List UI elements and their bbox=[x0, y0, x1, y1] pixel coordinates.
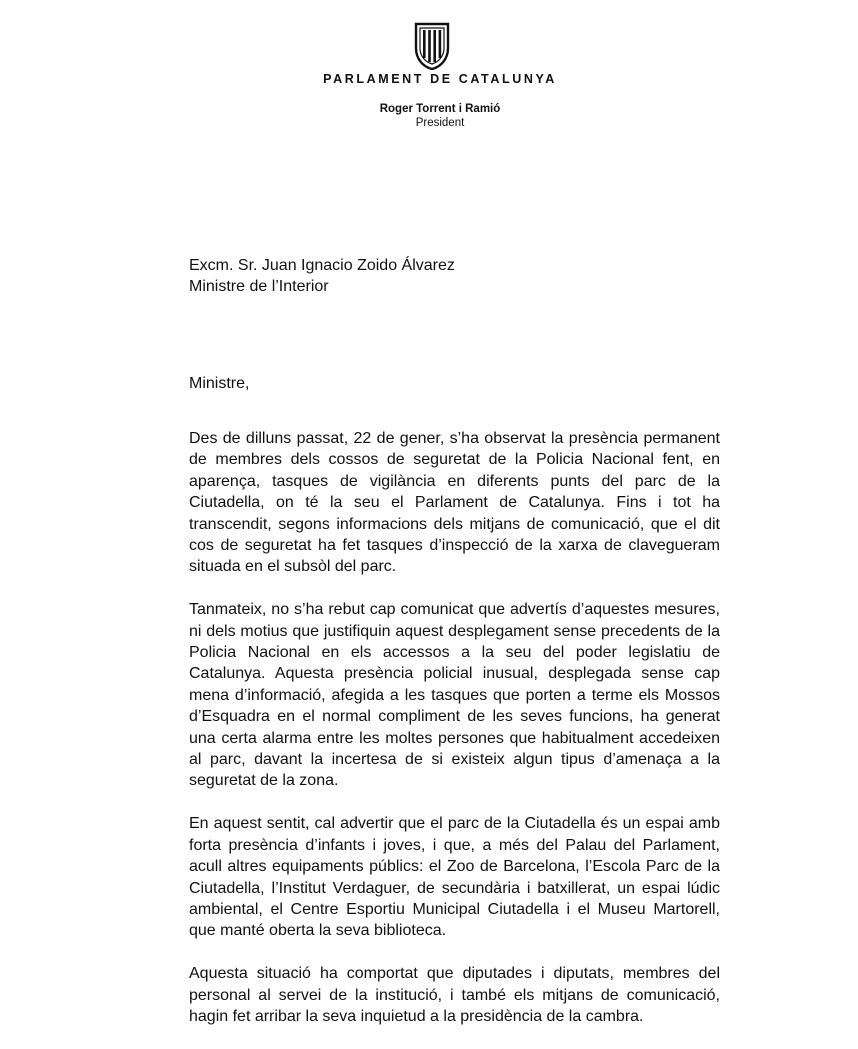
organization-name: PARLAMENT DE CATALUNYA bbox=[323, 72, 557, 86]
sender-role: President bbox=[415, 117, 465, 129]
catalan-parliament-emblem-icon bbox=[413, 22, 451, 70]
sender-name: Roger Torrent i Ramió bbox=[379, 103, 501, 115]
recipient-block bbox=[189, 255, 455, 297]
letter-body bbox=[189, 428, 720, 1049]
recipient-title: Ministre de l’Interior bbox=[189, 278, 329, 295]
salutation: Ministre, bbox=[189, 375, 250, 392]
body-paragraph-3: En aquest sentit, cal advertir que el parc de la Ciutadella és un espai amb forta presència d’infants i joves, i que, a més del Palau del Parlament, acull altres equipaments públics: el Zoo de Barcelona, l’Escola Parc de la Ciutadella, l’Institut Verdaguer, de secundària i batxillerat, un espai lúdic ambiental, el Centre Esportiu Municipal Ciutadella i el Museu Martorell, que manté oberta la seva biblioteca. bbox=[189, 815, 720, 940]
body-paragraph-4: Aquesta situació ha comportat que diputades i diputats, membres del personal al servei de la institució, i també els mitjans de comunicació, hagin fet arribar la seva inquietud a la presidència de la cambra. bbox=[189, 965, 720, 1025]
body-paragraph-2: Tanmateix, no s’ha rebut cap comunicat que advertís d’aquestes mesures, ni dels motius que justifiquin aquest desplegament sense precedents de la Policia Nacional en els accessos a la seu del poder legislatiu de Catalunya. Aquesta presència policial inusual, desplegada sense cap mena d’informació, afegida a les tasques que porten a terme els Mossos d’Esquadra en el normal compliment de les seves funcions, ha generat una certa alarma entre les moltes persones que habitualment accedeixen al parc, davant la incertesa de si existeix algun tipus d’amenaça a la seguretat de la zona. bbox=[189, 601, 720, 790]
recipient-name: Excm. Sr. Juan Ignacio Zoido Álvarez bbox=[189, 257, 455, 274]
body-paragraph-1: Des de dilluns passat, 22 de gener, s’ha observat la presència permanent de membres dels cossos de seguretat de la Policia Nacional fent, en aparença, tasques de vigilància en diferents punts del parc de la Ciutadella, on té la seu el Parlament de Catalunya. Fins i tot ha transcendit, segons informacions dels mitjans de comunicació, que el dit cos de seguretat ha fet tasques d’inspecció de la xarxa de clavegueram situada en el subsòl del parc. bbox=[189, 430, 720, 576]
